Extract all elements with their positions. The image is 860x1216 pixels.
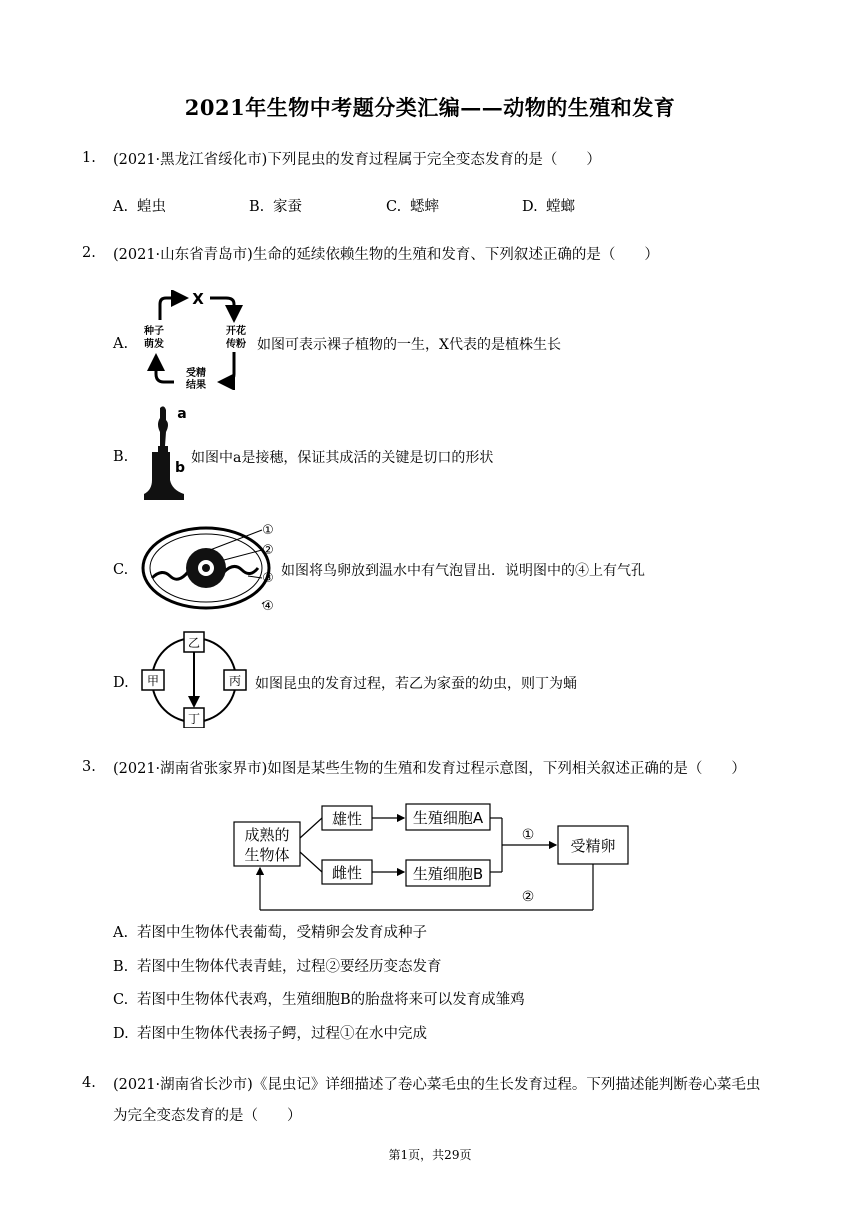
reproduction-flow-diagram (230, 798, 632, 914)
diagram-cell-b: 生殖细胞B (412, 865, 484, 883)
diagram-step-2: ② (521, 889, 535, 905)
option-text: 若图中生物体代表青蛙，过程②要经历变态发育 (137, 959, 442, 975)
option-letter: D. (113, 1026, 129, 1042)
option-text: 如图可表示裸子植物的一生，X代表的是植株生长 (257, 337, 561, 353)
option-letter: C. (386, 199, 402, 215)
option-text: 螳螂 (546, 199, 575, 215)
bird-egg-figure (138, 516, 280, 614)
option-text: 若图中生物体代表葡萄，受精卵会发育成种子 (137, 925, 427, 941)
option (113, 1024, 427, 1044)
diagram-female: 雌性 (331, 864, 363, 882)
insect-cycle-figure (138, 628, 252, 728)
option-letter: C. (113, 562, 129, 578)
diagram-zygote: 受精卵 (570, 837, 616, 855)
option-text: 蟋蟀 (410, 199, 439, 215)
option-text: 如图将鸟卵放到温水中有气泡冒出．说明图中的④上有气孔 (281, 563, 645, 579)
diagram-organism: 生物体 (244, 846, 290, 864)
cycle-label: 受精 (186, 368, 206, 379)
question-number: 3. (82, 759, 96, 775)
insect-stage-label: 丁 (187, 712, 201, 726)
option-letter: B. (249, 199, 265, 215)
diagram-organism: 成熟的 (244, 826, 290, 844)
option (113, 990, 525, 1010)
cycle-label: 种子 (144, 326, 164, 337)
option-text: 若图中生物体代表扬子鳄，过程①在水中完成 (137, 1026, 427, 1042)
option-letter: B. (113, 449, 129, 465)
option-text: 如图昆虫的发育过程，若乙为家蚕的幼虫，则丁为蛹 (255, 676, 577, 692)
plant-life-cycle-figure (138, 290, 256, 390)
page-title: 2021年生物中考题分类汇编——动物的生殖和发育 (184, 95, 676, 120)
question-stem: (2021·湖南省长沙市)《昆虫记》详细描述了卷心菜毛虫的生长发育过程。下列描述能判断卷心菜毛虫 (113, 1077, 761, 1093)
grafting-figure (138, 402, 190, 506)
egg-label: ② (262, 543, 274, 558)
diagram-male: 雄性 (331, 810, 363, 828)
option-text: 如图中a是接穗，保证其成活的关键是切口的形状 (191, 450, 494, 466)
graft-label-b: b (174, 460, 186, 476)
egg-label: ① (262, 523, 274, 538)
option-letter: A. (113, 336, 129, 352)
cycle-label: 开花 (226, 326, 246, 337)
question-number: 4. (82, 1075, 96, 1091)
option-text: 蝗虫 (137, 199, 166, 215)
option-letter: A. (113, 925, 129, 941)
option-letter: A. (113, 199, 129, 215)
option-text: 若图中生物体代表鸡，生殖细胞B的胎盘将来可以发育成雏鸡 (137, 992, 525, 1008)
insect-stage-label: 甲 (146, 674, 160, 688)
cycle-label: 结果 (186, 380, 206, 390)
option-letter: B. (113, 959, 129, 975)
option (522, 197, 575, 217)
cycle-label: 传粉 (226, 339, 246, 350)
question-stem: (2021·黑龙江省绥化市)下列昆虫的发育过程属于完全变态发育的是（ ） (113, 152, 601, 168)
option (113, 957, 442, 977)
graft-label-a: a (177, 406, 187, 422)
question-stem-continued: 为完全变态发育的是（ ） (113, 1108, 302, 1124)
page-footer: 第1页，共29页 (388, 1148, 472, 1162)
cycle-label: 萌发 (144, 339, 164, 350)
egg-label: ④ (262, 599, 274, 614)
insect-stage-label: 乙 (187, 636, 201, 650)
option (386, 197, 439, 217)
option-letter: D. (522, 199, 538, 215)
diagram-step-1: ① (521, 827, 535, 843)
question-stem: (2021·山东省青岛市)生命的延续依赖生物的生殖和发育、下列叙述正确的是（ ） (113, 247, 659, 263)
option-text: 家蚕 (273, 199, 302, 215)
question-stem: (2021·湖南省张家界市)如图是某些生物的生殖和发育过程示意图，下列相关叙述正确的是（ ） (113, 761, 746, 777)
option-letter: C. (113, 992, 129, 1008)
question-number: 2. (82, 245, 96, 261)
question-number: 1. (82, 150, 96, 166)
option (113, 197, 166, 217)
option (249, 197, 302, 217)
option (113, 923, 427, 943)
option-letter: D. (113, 675, 129, 691)
insect-stage-label: 丙 (228, 674, 242, 688)
cycle-label-x: X (192, 290, 204, 308)
egg-label: ③ (262, 571, 274, 586)
diagram-cell-a: 生殖细胞A (412, 809, 484, 827)
